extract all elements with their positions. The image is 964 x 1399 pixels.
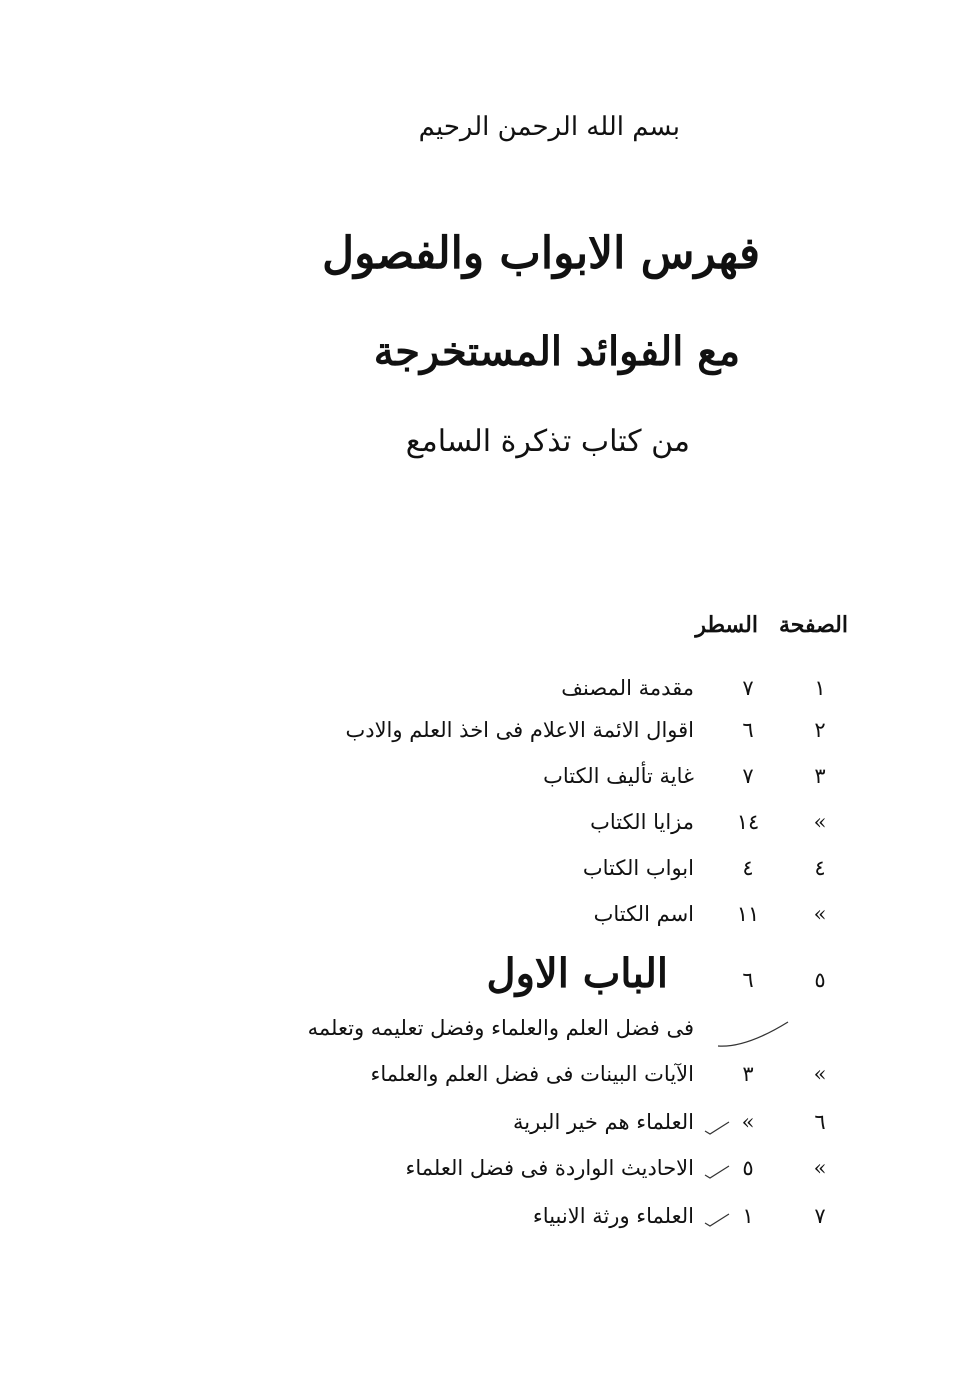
- toc-row: [0, 1062, 964, 1102]
- entry-title: العلماء ورثة الانبياء: [532, 1204, 694, 1228]
- checkmark-icon: [704, 1160, 730, 1174]
- line-number: ٣: [742, 1062, 754, 1086]
- basmala: بسم الله الرحمن الرحيم: [418, 112, 680, 142]
- checkmark-icon: [704, 1116, 730, 1130]
- pen-stroke-icon: [716, 1018, 790, 1050]
- toc-row: [0, 1016, 964, 1056]
- toc-row: [0, 676, 964, 716]
- checkmark-icon: [704, 1208, 730, 1222]
- page-number: »: [813, 1062, 827, 1086]
- page-number: ١: [814, 676, 826, 700]
- line-number: ٤: [742, 856, 754, 880]
- entry-title: اقوال الائمة الاعلام فى اخذ العلم والادب: [345, 718, 694, 742]
- toc-row-chapter: [0, 950, 964, 1018]
- entry-title: مقدمة المصنف: [561, 676, 694, 700]
- line-number: ٦: [742, 968, 754, 992]
- entry-title: مزايا الكتاب: [590, 810, 694, 834]
- column-header-page: الصفحة: [778, 612, 848, 638]
- page-number: »: [813, 902, 827, 926]
- toc-row: [0, 856, 964, 896]
- entry-title: الآيات البينات فى فضل العلم والعلماء: [370, 1062, 694, 1086]
- toc-row: [0, 1110, 964, 1150]
- page-number: ٥: [814, 968, 826, 992]
- toc-row: [0, 1204, 964, 1244]
- column-header-line: السطر: [695, 612, 758, 638]
- book-source: من كتاب تذكرة السامع: [405, 424, 690, 459]
- line-number: ٦: [742, 718, 754, 742]
- page-number: »: [813, 1156, 827, 1180]
- entry-title: العلماء هم خير البرية: [513, 1110, 694, 1134]
- page-number: »: [813, 810, 827, 834]
- page-number: ٢: [814, 718, 826, 742]
- page-number: ٧: [814, 1204, 826, 1228]
- toc-row: [0, 718, 964, 758]
- line-number: ٧: [742, 676, 754, 700]
- entry-title: اسم الكتاب: [593, 902, 694, 926]
- page-number: ٣: [814, 764, 826, 788]
- page-number: ٦: [814, 1110, 826, 1134]
- toc-row: [0, 902, 964, 942]
- line-number: ٥: [742, 1156, 754, 1180]
- entry-title: غاية تأليف الكتاب: [543, 764, 694, 788]
- entry-title: ابواب الكتاب: [582, 856, 694, 880]
- chapter-title: الباب الاول: [486, 950, 668, 997]
- toc-row: [0, 764, 964, 804]
- toc-row: [0, 1156, 964, 1196]
- line-number: ١: [742, 1204, 754, 1228]
- line-number: »: [741, 1110, 755, 1134]
- entry-title: الاحاديث الواردة فى فضل العلماء: [405, 1156, 694, 1180]
- toc-row: [0, 810, 964, 850]
- index-subtitle: مع الفوائد المستخرجة: [373, 328, 740, 375]
- line-number: ١١: [736, 902, 760, 926]
- chapter-subtitle: فى فضل العلم والعلماء وفضل تعليمه وتعلمه: [307, 1016, 694, 1040]
- line-number: ١٤: [736, 810, 760, 834]
- line-number: ٧: [742, 764, 754, 788]
- page-number: ٤: [814, 856, 826, 880]
- index-title: فهرس الابواب والفصول: [322, 228, 760, 279]
